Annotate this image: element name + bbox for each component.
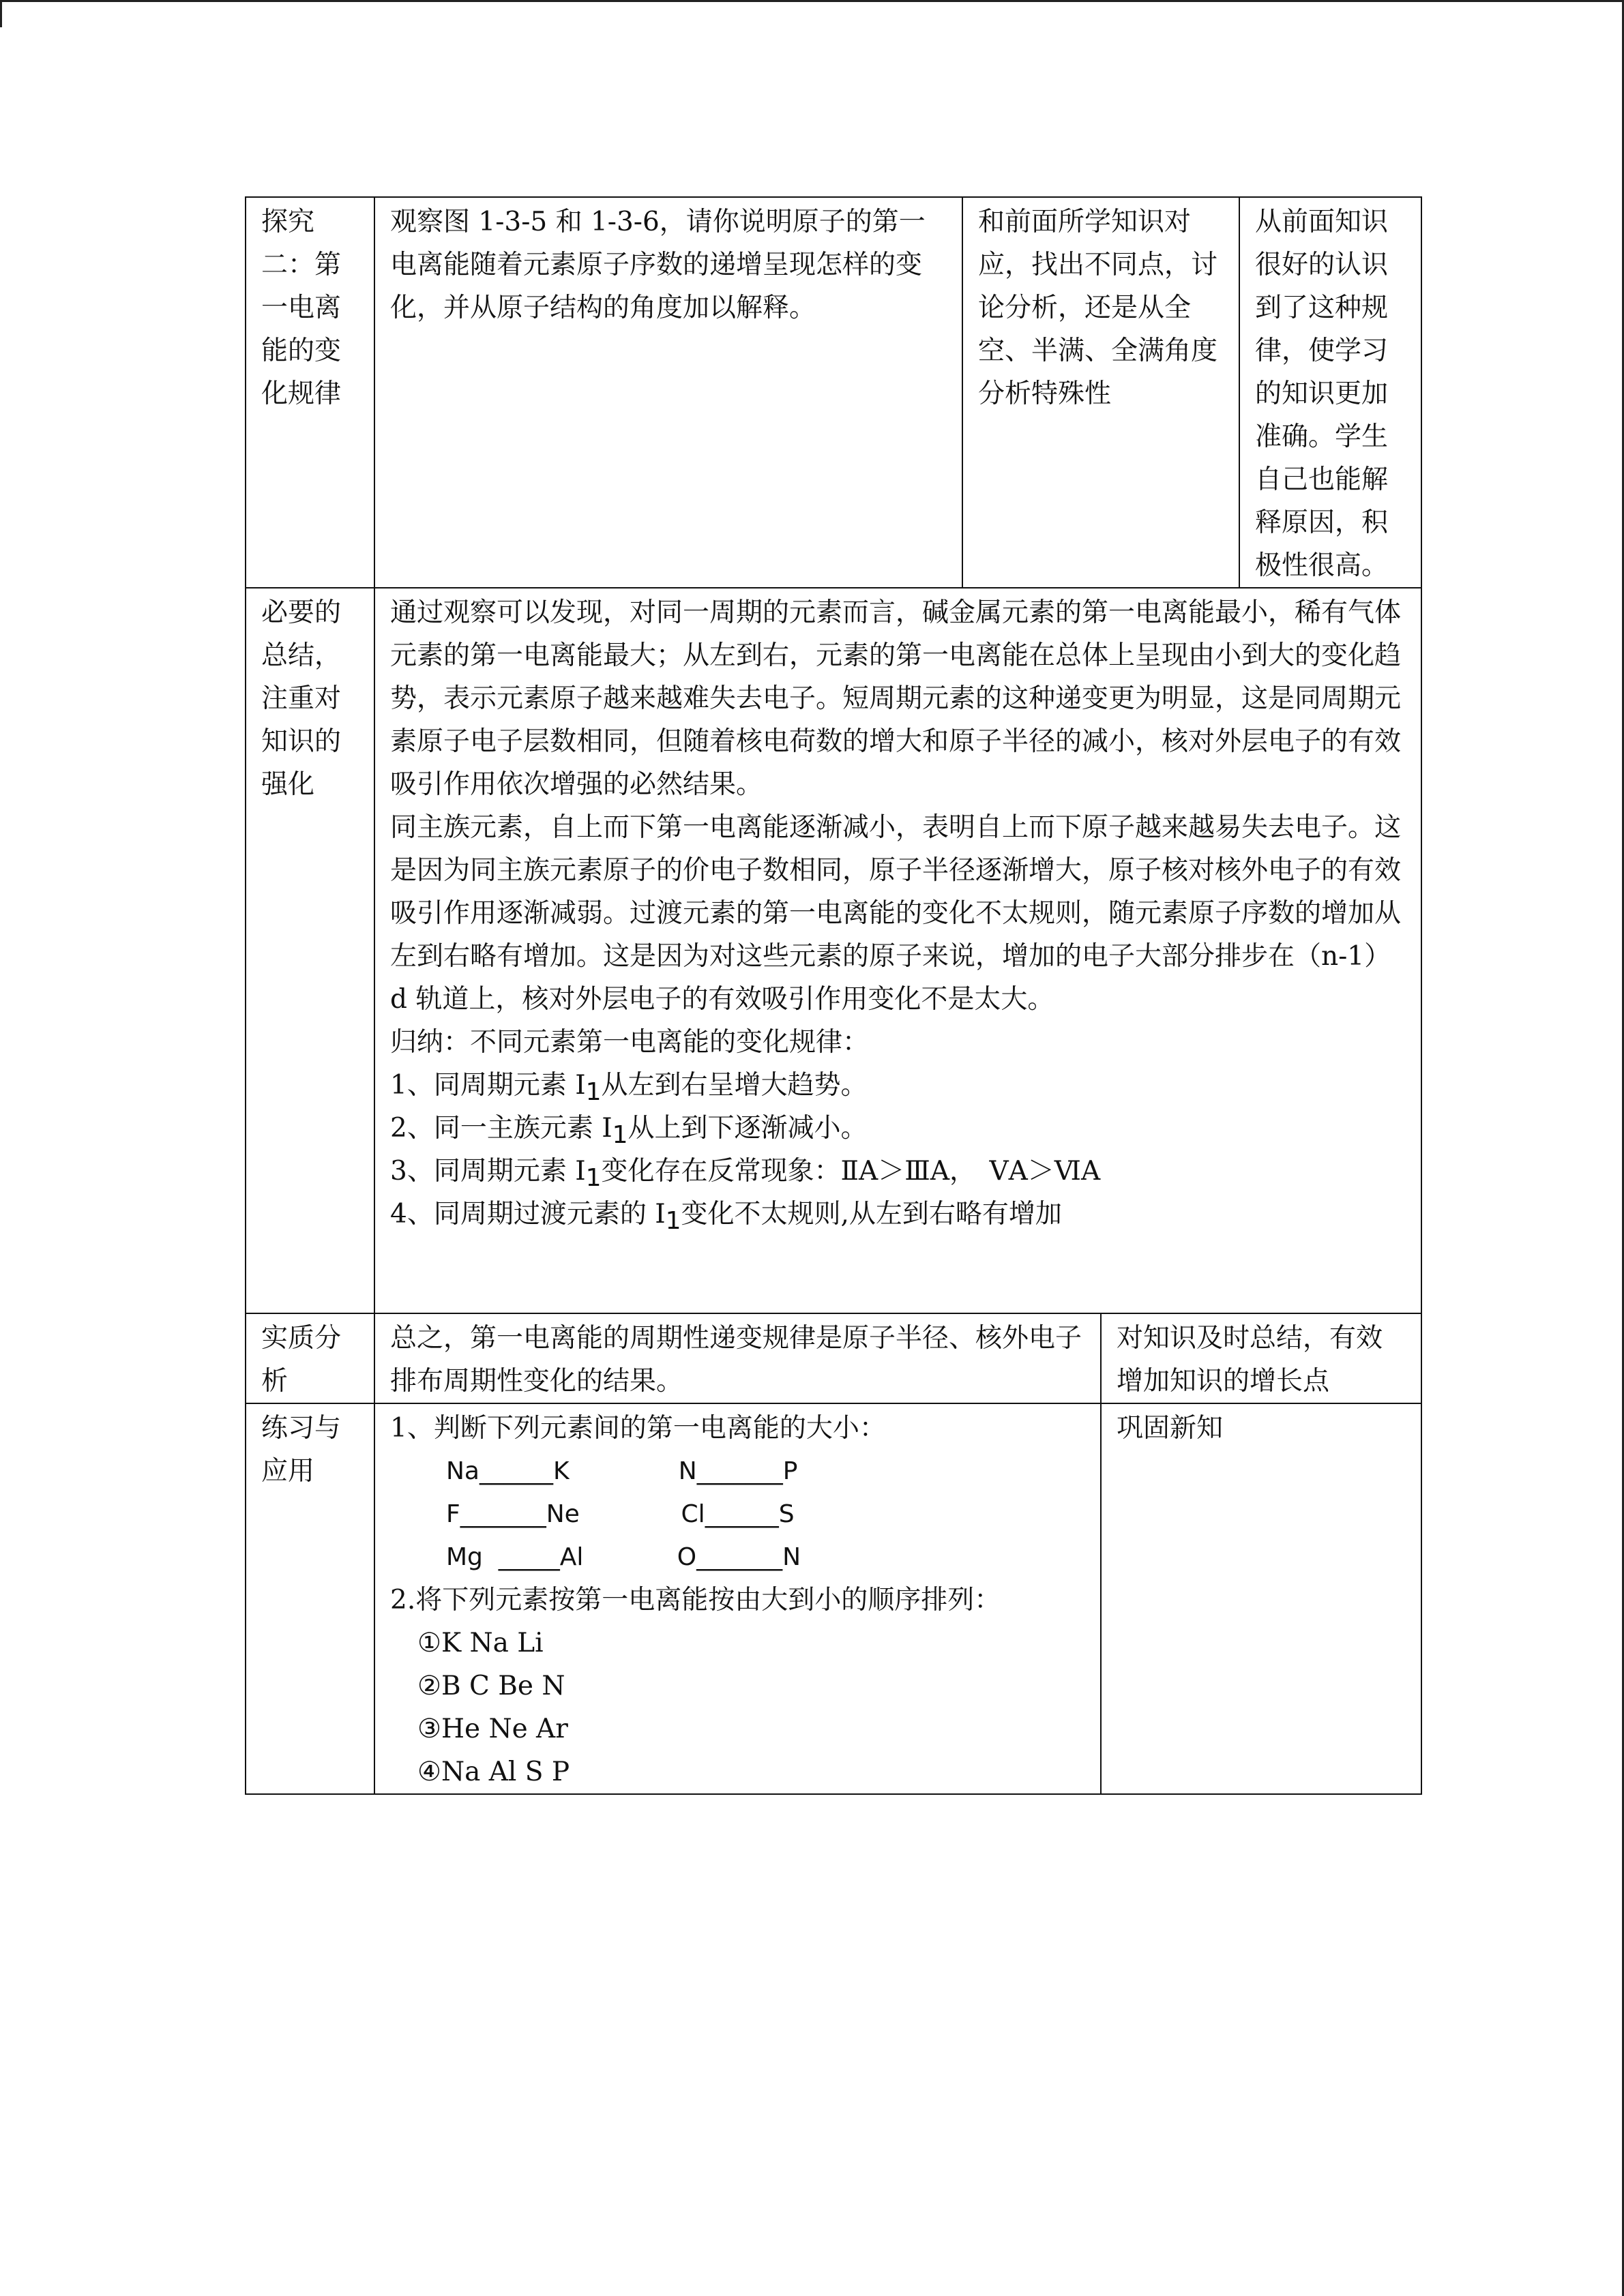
lesson-plan-table	[245, 196, 1422, 1795]
practice-intent: 巩固新知	[1101, 1403, 1421, 1794]
compare-pair-3: Mg _____Al O_______N	[446, 1543, 801, 1571]
rule-4: 4、同周期过渡元素的 $I_1$变化不太规则,从左到右略有增加	[390, 1199, 1062, 1235]
question-1: 1、判断下列元素间的第一电离能的大小：	[390, 1413, 886, 1444]
page-border-top	[0, 0, 1624, 2]
essence-intent: 对知识及时总结，有效增加知识的增长点	[1101, 1313, 1421, 1403]
essence-content: 总之，第一电离能的周期性递变规律是原子半径、核外电子排布周期性变化的结果。	[374, 1313, 1101, 1403]
explore-intent: 从前面知识很好的认识到了这种规律，使学习的知识更加准确。学生自己也能解释原因，积极性很高。	[1239, 197, 1421, 588]
explore-activity: 和前面所学知识对应，找出不同点，讨论分析，还是从全空、半满、全满角度分析特殊性	[962, 197, 1239, 588]
rule-3: 3、同周期元素 $I_1$变化存在反常现象：ⅡA＞ⅢA， ⅤA＞ⅥA	[390, 1156, 1101, 1192]
summary-title: 归纳：不同元素第一电离能的变化规律：	[390, 1027, 870, 1058]
question-2: 2.将下列元素按第一电离能按由大到小的顺序排列：	[390, 1585, 1001, 1615]
row-label-explore: 探究二：第一电离能的变化规律	[246, 197, 374, 588]
option-3: ③He Ne Ar	[417, 1714, 568, 1744]
compare-pair-2: F_______Ne Cl______S	[446, 1500, 795, 1528]
compare-pair-1: Na______K N_______P	[446, 1457, 798, 1485]
table-row	[246, 1313, 1421, 1403]
explore-content: 观察图 1-3-5 和 1-3-6，请你说明原子的第一电离能随着元素原子序数的递增呈现怎样的变化，并从原子结构的角度加以解释。	[374, 197, 962, 588]
option-1: ①K Na Li	[417, 1628, 544, 1658]
table-row	[246, 197, 1421, 588]
page-border-left	[0, 0, 2, 27]
rule-2: 2、同一主族元素 $I_1$从上到下逐渐减小。	[390, 1113, 868, 1149]
option-2: ②B C Be N	[417, 1671, 565, 1701]
row-label-essence: 实质分析	[246, 1313, 374, 1403]
table-row	[246, 1403, 1421, 1794]
rule-1: 1、同周期元素 $I_1$从左到右呈增大趋势。	[390, 1070, 868, 1106]
row-label-practice: 练习与应用	[246, 1403, 374, 1794]
practice-content	[374, 1403, 1101, 1794]
option-4: ④Na Al S P	[417, 1757, 570, 1787]
summary-content	[374, 588, 1421, 1313]
summary-paragraph-1: 通过观察可以发现，对同一周期的元素而言，碱金属元素的第一电离能最小，稀有气体元素的第一电离能最大；从左到右，元素的第一电离能在总体上呈现由小到大的变化趋势，表示元素原子越来越难失去电子。短周期元素的这种递变更为明显，这是同周期元素原子电子层数相同，但随着核电荷数的增大和原子半径的减小，核对外层电子的有效吸引作用依次增强的必然结果。	[390, 597, 1402, 800]
table-row	[246, 588, 1421, 1313]
summary-paragraph-2: 同主族元素，自上而下第一电离能逐渐减小，表明自上而下原子越来越易失去电子。这是因为同主族元素原子的价电子数相同，原子半径逐渐增大，原子核对核外电子的有效吸引作用逐渐减弱。过渡元素的第一电离能的变化不太规则，随元素原子序数的增加从左到右略有增加。这是因为对这些元素的原子来说，增加的电子大部分排步在（n-1）d 轨道上，核对外层电子的有效吸引作用变化不是太大。	[390, 812, 1402, 1015]
row-label-summary: 必要的总结，注重对知识的强化	[246, 588, 374, 1313]
